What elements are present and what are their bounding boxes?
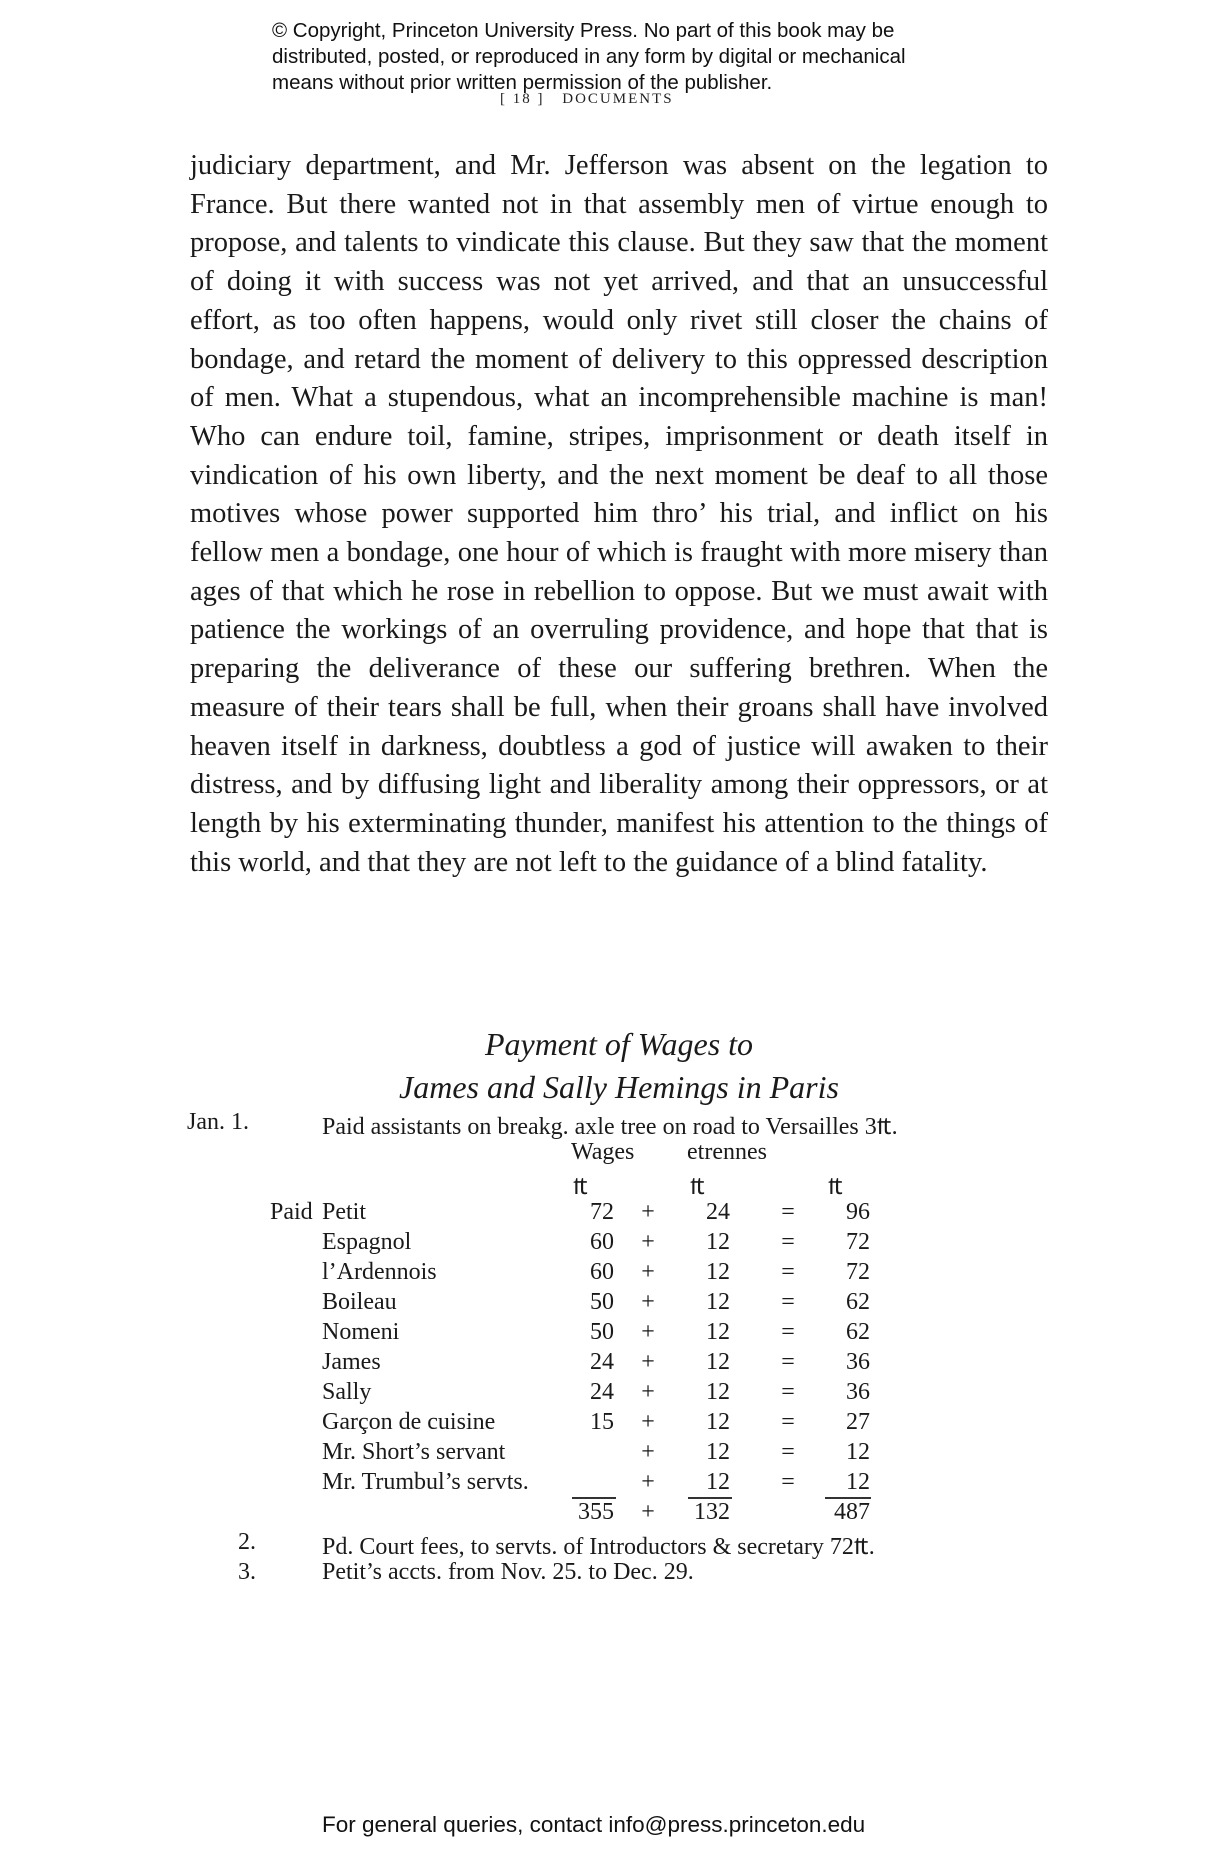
total-value: 62 (846, 1289, 870, 1315)
wages-value: 24 (590, 1379, 614, 1405)
total-value: 36 (846, 1379, 870, 1405)
page-number: [ 18 ] (500, 91, 545, 107)
total-value: 12 (846, 1469, 870, 1495)
grand-total: 487 (834, 1499, 870, 1525)
total-value: 96 (846, 1199, 870, 1225)
etrennes-value: 12 (706, 1409, 730, 1435)
plus-sign: + (641, 1319, 655, 1345)
plus-sign: + (641, 1439, 655, 1465)
entry-date: Jan. 1. (187, 1109, 249, 1135)
etrennes-value: 12 (706, 1379, 730, 1405)
wages-value: 60 (590, 1229, 614, 1255)
equals-sign: = (781, 1409, 795, 1435)
etrennes-value: 12 (706, 1229, 730, 1255)
section-name: DOCUMENTS (562, 91, 674, 107)
plus-sign: + (641, 1199, 655, 1225)
entry-text: Paid assistants on breakg. axle tree on road to Versailles 3₶. (322, 1114, 898, 1140)
footer-contact: For general queries, contact info@press.princeton.edu (322, 1812, 866, 1837)
equals-sign: = (781, 1379, 795, 1405)
plus-sign: + (641, 1409, 655, 1435)
equals-sign: = (781, 1259, 795, 1285)
entry-text: Petit’s accts. from Nov. 25. to Dec. 29. (322, 1559, 694, 1585)
body-paragraph: judiciary department, and Mr. Jefferson was absent on the legation to France. But there wanted not in that assembly men of virtue enough to propose, and talents to vindicate this clause. But they saw that the moment of doing it with success was not yet arrived, and that an unsuccessful effort, as too often happens, would only rivet still closer the chains of bondage, and retard the moment of delivery to this oppressed description of men. What a stupendous, what an incomprehensible machine is man! Who can endure toil, famine, stripes, imprisonment or death itself in vindication of his own liberty, and the next moment be deaf to all those motives whose power supported him thro’ his trial, and inflict on his fellow men a bondage, one hour of which is fraught with more misery than ages of that which he rose in rebellion to oppose. But we must await with patience the workings of an overruling providence, and hope that that is preparing the deliverance of these our suffering brethren. When the measure of their tears shall be full, when their groans shall have involved heaven itself in darkness, doubtless a god of justice will awaken to their distress, and by diffusing light and liberality among their oppressors, or at length by his exterminating thunder, manifest his attention to the things of this world, and that they are not left to the guidance of a blind fatality. (190, 150, 1048, 878)
etrennes-header: etrennes (687, 1139, 767, 1165)
plus-sign: + (641, 1499, 655, 1525)
etrennes-value: 12 (706, 1439, 730, 1465)
equals-sign: = (781, 1229, 795, 1255)
wages-value: 50 (590, 1319, 614, 1345)
etrennes-value: 24 (706, 1199, 730, 1225)
total-value: 72 (846, 1259, 870, 1285)
plus-sign: + (641, 1289, 655, 1315)
plus-sign: + (641, 1349, 655, 1375)
wages-total: 355 (578, 1499, 614, 1525)
plus-sign: + (641, 1379, 655, 1405)
payee-name: l’Ardennois (322, 1259, 437, 1285)
entry-date: 3. (238, 1559, 256, 1585)
payee-name: James (322, 1349, 381, 1375)
payee-name: Garçon de cuisine (322, 1409, 496, 1435)
wages-value: 72 (590, 1199, 614, 1225)
equals-sign: = (781, 1349, 795, 1375)
entry-text: Pd. Court fees, to servts. of Introductors & secretary 72₶. (322, 1534, 875, 1560)
etrennes-value: 12 (706, 1259, 730, 1285)
currency-symbol: ₶ (690, 1174, 705, 1200)
copyright-line: distributed, posted, or reproduced in any form by digital or mechanical (272, 45, 906, 68)
plus-sign: + (641, 1469, 655, 1495)
etrennes-total: 132 (694, 1499, 730, 1525)
equals-sign: = (781, 1289, 795, 1315)
wages-value: 24 (590, 1349, 614, 1375)
copyright-line: © Copyright, Princeton University Press. No part of this book may be (272, 19, 895, 42)
total-value: 72 (846, 1229, 870, 1255)
total-value: 12 (846, 1439, 870, 1465)
total-value: 27 (846, 1409, 870, 1435)
wages-value: 60 (590, 1259, 614, 1285)
wages-header: Wages (571, 1139, 635, 1165)
total-value: 36 (846, 1349, 870, 1375)
plus-sign: + (641, 1259, 655, 1285)
payee-name: Nomeni (322, 1319, 400, 1345)
equals-sign: = (781, 1439, 795, 1465)
section-title-line-2: James and Sally Hemings in Paris (399, 1069, 839, 1105)
payee-name: Petit (322, 1199, 367, 1225)
payee-name: Espagnol (322, 1229, 412, 1255)
equals-sign: = (781, 1199, 795, 1225)
total-value: 62 (846, 1319, 870, 1345)
paid-prefix: Paid (270, 1199, 313, 1225)
payee-name: Sally (322, 1379, 372, 1405)
section-title-line-1: Payment of Wages to (484, 1026, 754, 1062)
etrennes-value: 12 (706, 1469, 730, 1495)
payee-name: Mr. Short’s servant (322, 1439, 506, 1465)
entry-date: 2. (238, 1529, 256, 1555)
currency-symbol: ₶ (573, 1174, 588, 1200)
equals-sign: = (781, 1319, 795, 1345)
etrennes-value: 12 (706, 1319, 730, 1345)
wages-value: 15 (590, 1409, 614, 1435)
equals-sign: = (781, 1469, 795, 1495)
etrennes-value: 12 (706, 1289, 730, 1315)
payee-name: Mr. Trumbul’s servts. (322, 1469, 529, 1495)
wages-value: 50 (590, 1289, 614, 1315)
plus-sign: + (641, 1229, 655, 1255)
payee-name: Boileau (322, 1289, 397, 1315)
copyright-line: means without prior written permission of the publisher. (272, 71, 773, 94)
etrennes-value: 12 (706, 1349, 730, 1375)
currency-symbol: ₶ (828, 1174, 843, 1200)
